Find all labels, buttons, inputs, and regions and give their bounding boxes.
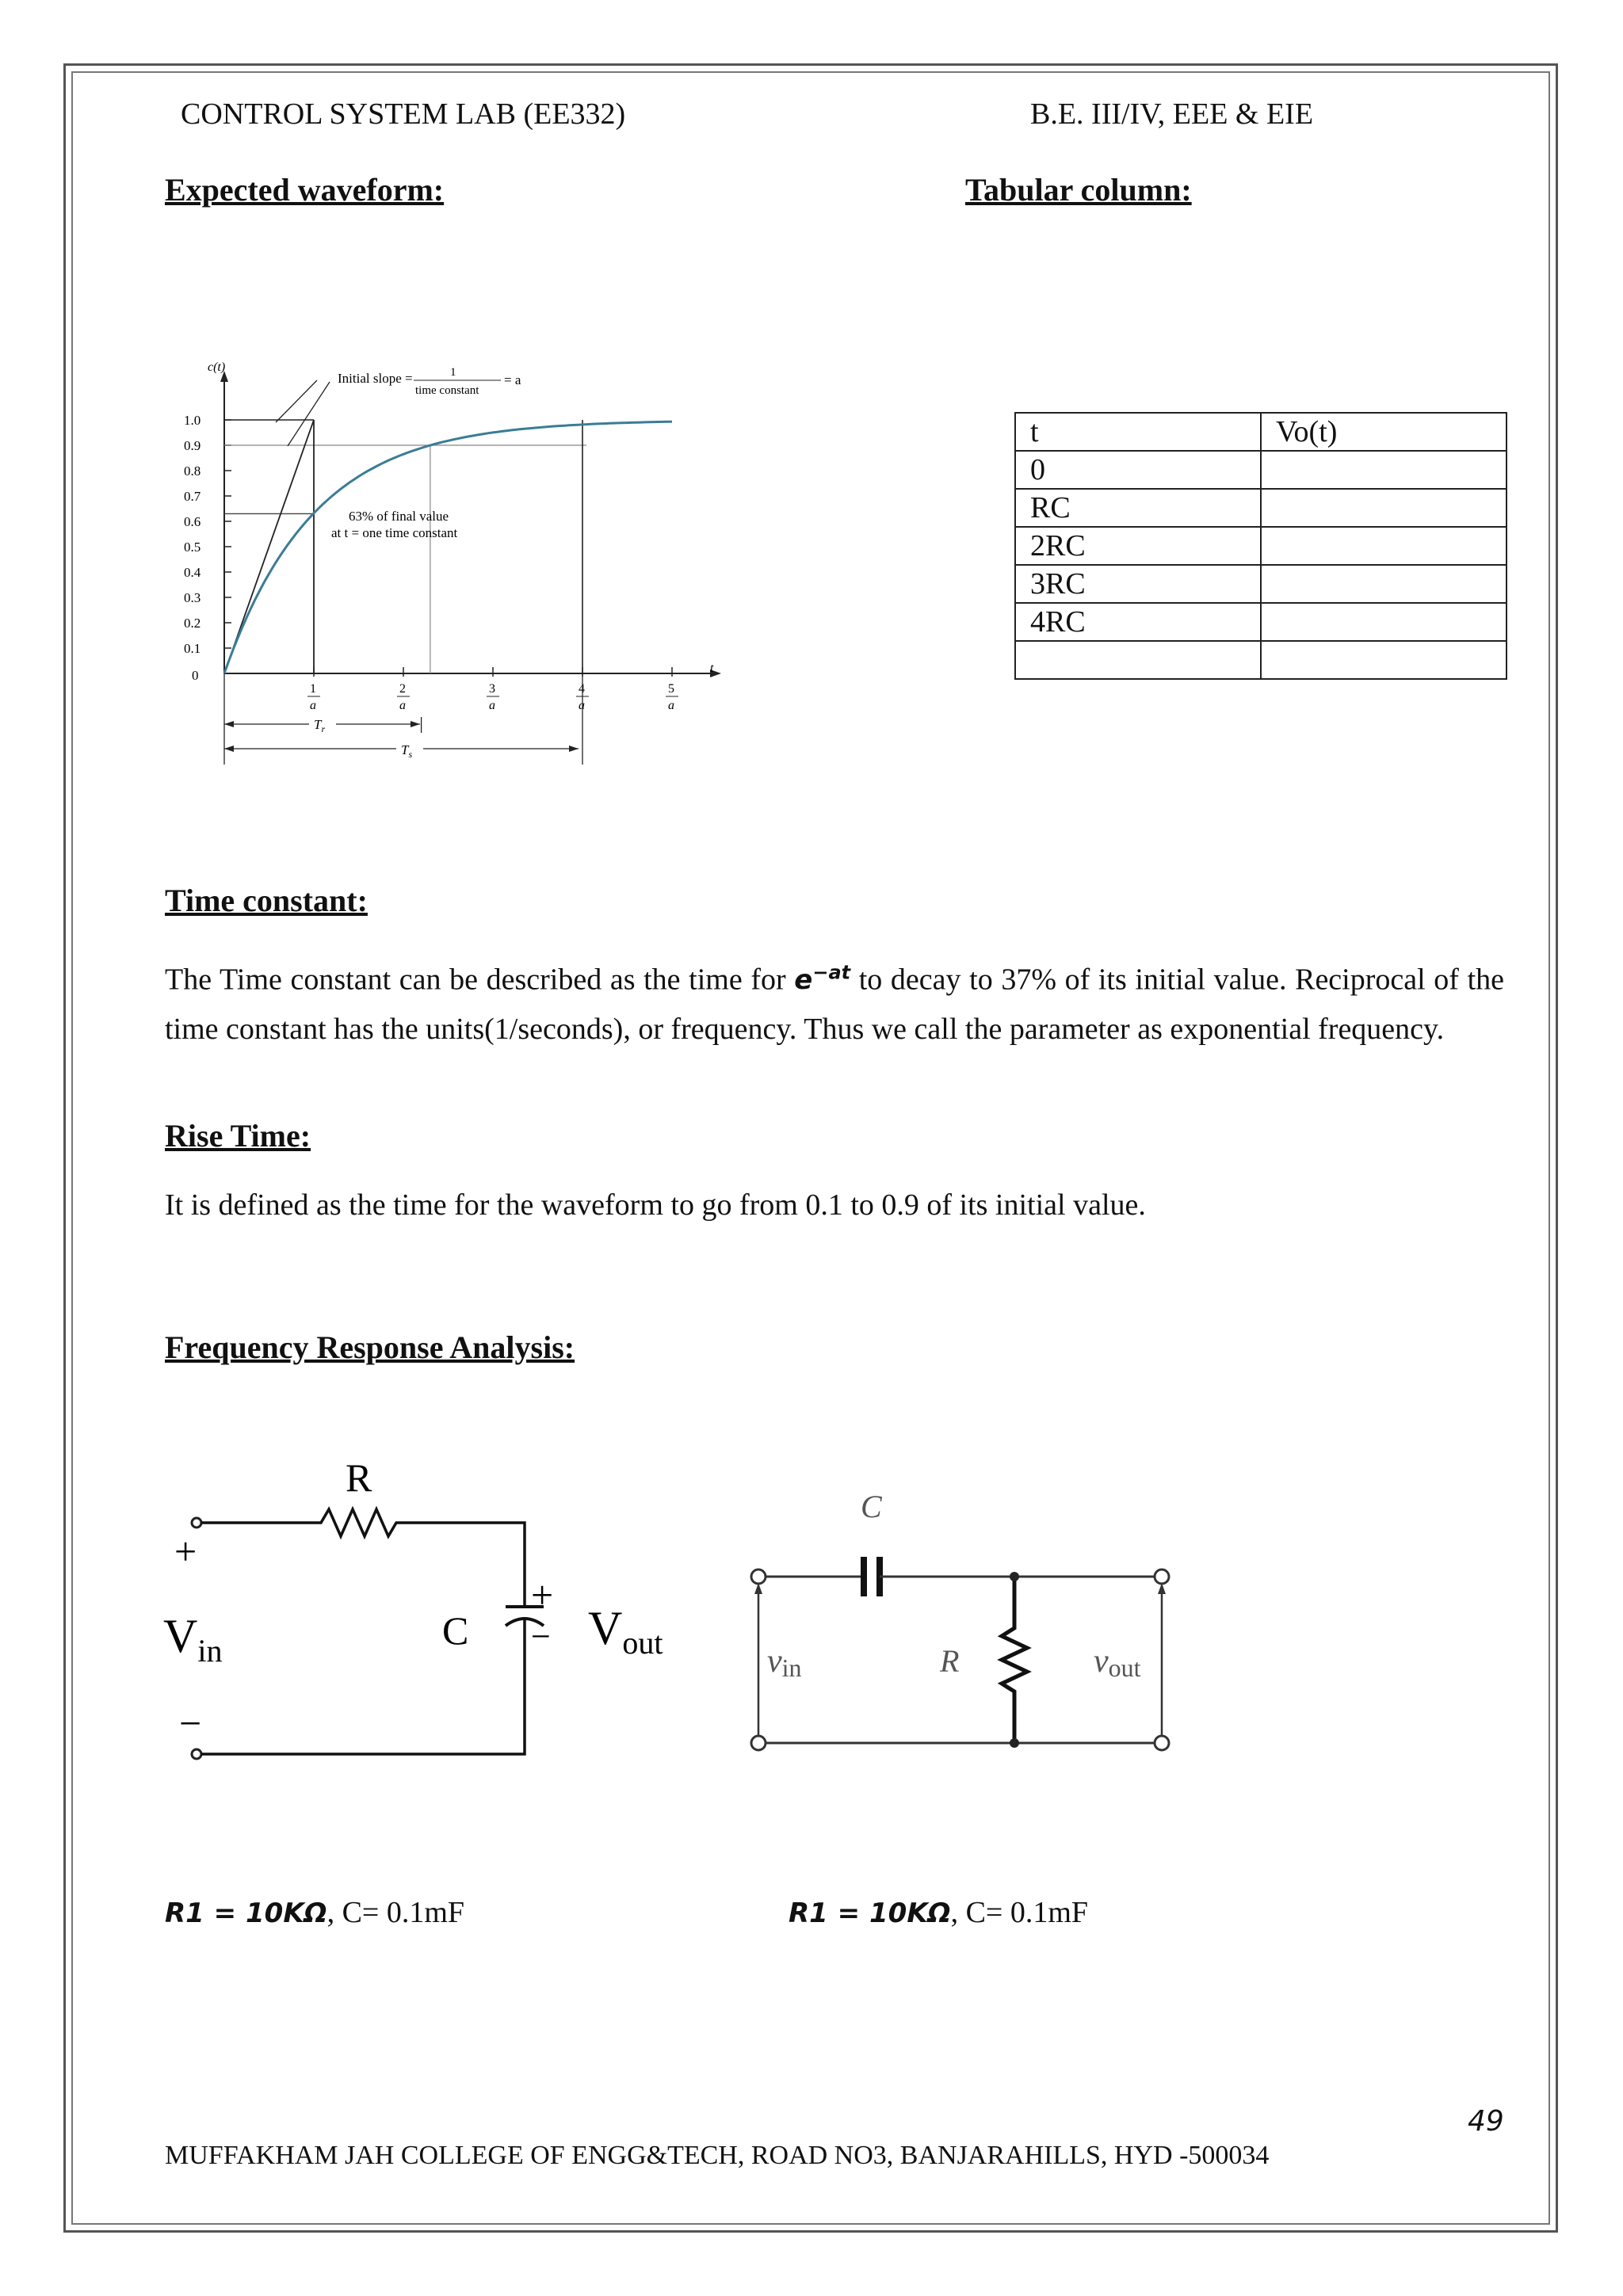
paragraph-time-constant bbox=[165, 948, 1504, 1054]
y-tick-label: 0.3 bbox=[184, 590, 201, 605]
table-cell bbox=[1015, 641, 1261, 679]
formula-right bbox=[789, 1895, 1088, 1930]
junction-bottom bbox=[1010, 1738, 1019, 1748]
step-response-curve bbox=[224, 421, 672, 673]
x-tick-denominator: a bbox=[668, 699, 674, 712]
y-tick-label: 0.4 bbox=[184, 565, 201, 580]
table-row bbox=[1015, 489, 1507, 527]
vout-minus-sign: − bbox=[531, 1617, 551, 1656]
table-cell bbox=[1261, 565, 1507, 603]
heading-tabular-column: Tabular column: bbox=[965, 172, 1192, 208]
x-axis-label: t bbox=[710, 662, 714, 675]
page-number: 49 bbox=[1468, 2105, 1504, 2138]
table-cell bbox=[1261, 641, 1507, 679]
y-tick-label: 0.8 bbox=[184, 463, 201, 479]
heading-expected-waveform: Expected waveform: bbox=[165, 172, 445, 208]
y-tick-label: 0.9 bbox=[184, 438, 201, 453]
x-tick-label: 4 bbox=[579, 682, 585, 696]
ts-arrow-left bbox=[224, 746, 234, 752]
table-header-cell: t bbox=[1015, 413, 1261, 451]
header-program: B.E. III/IV, EEE & EIE bbox=[1030, 97, 1314, 131]
vin-terminal-top bbox=[751, 1569, 766, 1584]
resistor-shunt bbox=[1002, 1577, 1027, 1743]
results-table-body bbox=[1015, 413, 1507, 679]
table-cell: RC bbox=[1015, 489, 1261, 527]
slope-pointer-1 bbox=[276, 380, 317, 422]
x-tick-denominator: a bbox=[489, 699, 495, 712]
rc-highpass-circuit bbox=[737, 1482, 1181, 1775]
table-row bbox=[1015, 641, 1507, 679]
x-tick-denominator: a bbox=[399, 699, 406, 712]
vout-arrow-head bbox=[1158, 1583, 1166, 1594]
table-cell bbox=[1261, 489, 1507, 527]
heading-frequency-response: Frequency Response Analysis: bbox=[165, 1329, 575, 1365]
vin-plus-sign: + bbox=[174, 1529, 197, 1573]
table-header-cell: Vo(t) bbox=[1261, 413, 1507, 451]
slope-annotation-den: time constant bbox=[415, 384, 479, 397]
x-tick-denominator: a bbox=[579, 699, 585, 712]
resistor-label: R bbox=[346, 1455, 372, 1500]
capacitor-label: C bbox=[442, 1608, 469, 1653]
vout-plus-sign: + bbox=[531, 1573, 554, 1617]
heading-time-constant: Time constant: bbox=[165, 883, 368, 918]
formula-right-math: R1 = 10KΩ bbox=[789, 1897, 951, 1929]
waveform-chart bbox=[158, 349, 745, 776]
tr-arrow-left bbox=[224, 721, 234, 727]
vin-arrow-head bbox=[754, 1583, 762, 1594]
x-tick-label: 2 bbox=[399, 682, 406, 696]
annotation-63-line1: 63% of final value bbox=[349, 509, 449, 524]
bottom-wire bbox=[201, 1618, 525, 1754]
exponential-expression: $e^{-at}$ bbox=[794, 962, 851, 997]
y-tick-label: 0.6 bbox=[184, 514, 201, 529]
table-header-row bbox=[1015, 413, 1507, 451]
x-tick-label: 3 bbox=[489, 682, 495, 696]
formula-right-text: , C= 0.1mF bbox=[950, 1896, 1089, 1929]
slope-annotation-prefix: Initial slope = bbox=[338, 371, 413, 386]
formula-left-math: R1 = 10KΩ bbox=[165, 1897, 327, 1929]
capacitor-label: C bbox=[861, 1489, 882, 1524]
table-cell bbox=[1261, 451, 1507, 489]
vin-terminal-bottom bbox=[751, 1736, 766, 1750]
vin-terminal-bottom bbox=[192, 1749, 201, 1759]
heading-rise-time: Rise Time: bbox=[165, 1118, 311, 1154]
vout-terminal-top bbox=[1155, 1569, 1169, 1584]
table-cell: 2RC bbox=[1015, 527, 1261, 565]
table-row bbox=[1015, 451, 1507, 489]
rc-lowpass-circuit bbox=[158, 1450, 697, 1783]
slope-annotation-suffix: = a bbox=[504, 372, 521, 387]
vin-terminal-top bbox=[192, 1518, 201, 1527]
vin-label: vin bbox=[767, 1643, 802, 1682]
y-tick-label: 0.5 bbox=[184, 540, 201, 555]
tr-label: $T_r$ bbox=[314, 717, 326, 734]
x-tick-denominator: a bbox=[310, 699, 316, 712]
table-row bbox=[1015, 565, 1507, 603]
formula-left-text: , C= 0.1mF bbox=[327, 1896, 465, 1929]
time-constant-text-before: The Time constant can be described as the time for bbox=[165, 963, 786, 997]
y-tick-label: 0 bbox=[192, 668, 199, 683]
formula-left bbox=[165, 1895, 464, 1930]
resistor-label: R bbox=[940, 1643, 960, 1679]
paragraph-rise-time: It is defined as the time for the waveform to go from 0.1 to 0.9 of its initial value. bbox=[165, 1188, 1146, 1222]
results-table bbox=[1014, 412, 1507, 680]
header-course: CONTROL SYSTEM LAB (EE332) bbox=[181, 97, 626, 131]
table-cell bbox=[1261, 603, 1507, 641]
annotation-63-line2: at t = one time constant bbox=[331, 525, 458, 540]
table-cell bbox=[1261, 527, 1507, 565]
table-cell: 4RC bbox=[1015, 603, 1261, 641]
x-tick-label: 5 bbox=[668, 682, 674, 696]
table-cell: 0 bbox=[1015, 451, 1261, 489]
x-tick-label: 1 bbox=[310, 682, 316, 696]
table-row bbox=[1015, 603, 1507, 641]
vout-label: vout bbox=[1094, 1643, 1141, 1682]
table-row bbox=[1015, 527, 1507, 565]
vin-label: $V_{in}$ bbox=[163, 1610, 223, 1669]
table-cell: 3RC bbox=[1015, 565, 1261, 603]
vout-label: $V_{out}$ bbox=[588, 1602, 663, 1661]
slope-annotation-num: 1 bbox=[450, 366, 456, 379]
ts-label: $T_s$ bbox=[401, 742, 413, 760]
ts-arrow-right bbox=[569, 746, 579, 752]
vin-minus-sign: − bbox=[179, 1701, 202, 1745]
footer-college: MUFFAKHAM JAH COLLEGE OF ENGG&TECH, ROAD NO3, BANJARAHILLS, HYD -500034 bbox=[165, 2141, 1270, 2170]
y-tick-label: 0.1 bbox=[184, 641, 201, 656]
time-constant-text-after: to decay to 37% of its initial value. Reciprocal of the time constant has the units(1/seconds), or frequency. Thus we call the parameter as exponential frequency. bbox=[165, 963, 1505, 1047]
y-axis-label: c(t) bbox=[208, 360, 226, 374]
y-tick-label: 0.2 bbox=[184, 616, 201, 631]
vout-terminal-bottom bbox=[1155, 1736, 1169, 1750]
tr-arrow-right bbox=[411, 721, 420, 727]
junction-top bbox=[1010, 1572, 1019, 1581]
top-wire-with-resistor bbox=[201, 1509, 525, 1607]
y-tick-label: 0.7 bbox=[184, 489, 201, 504]
y-tick-label: 1.0 bbox=[184, 413, 201, 428]
